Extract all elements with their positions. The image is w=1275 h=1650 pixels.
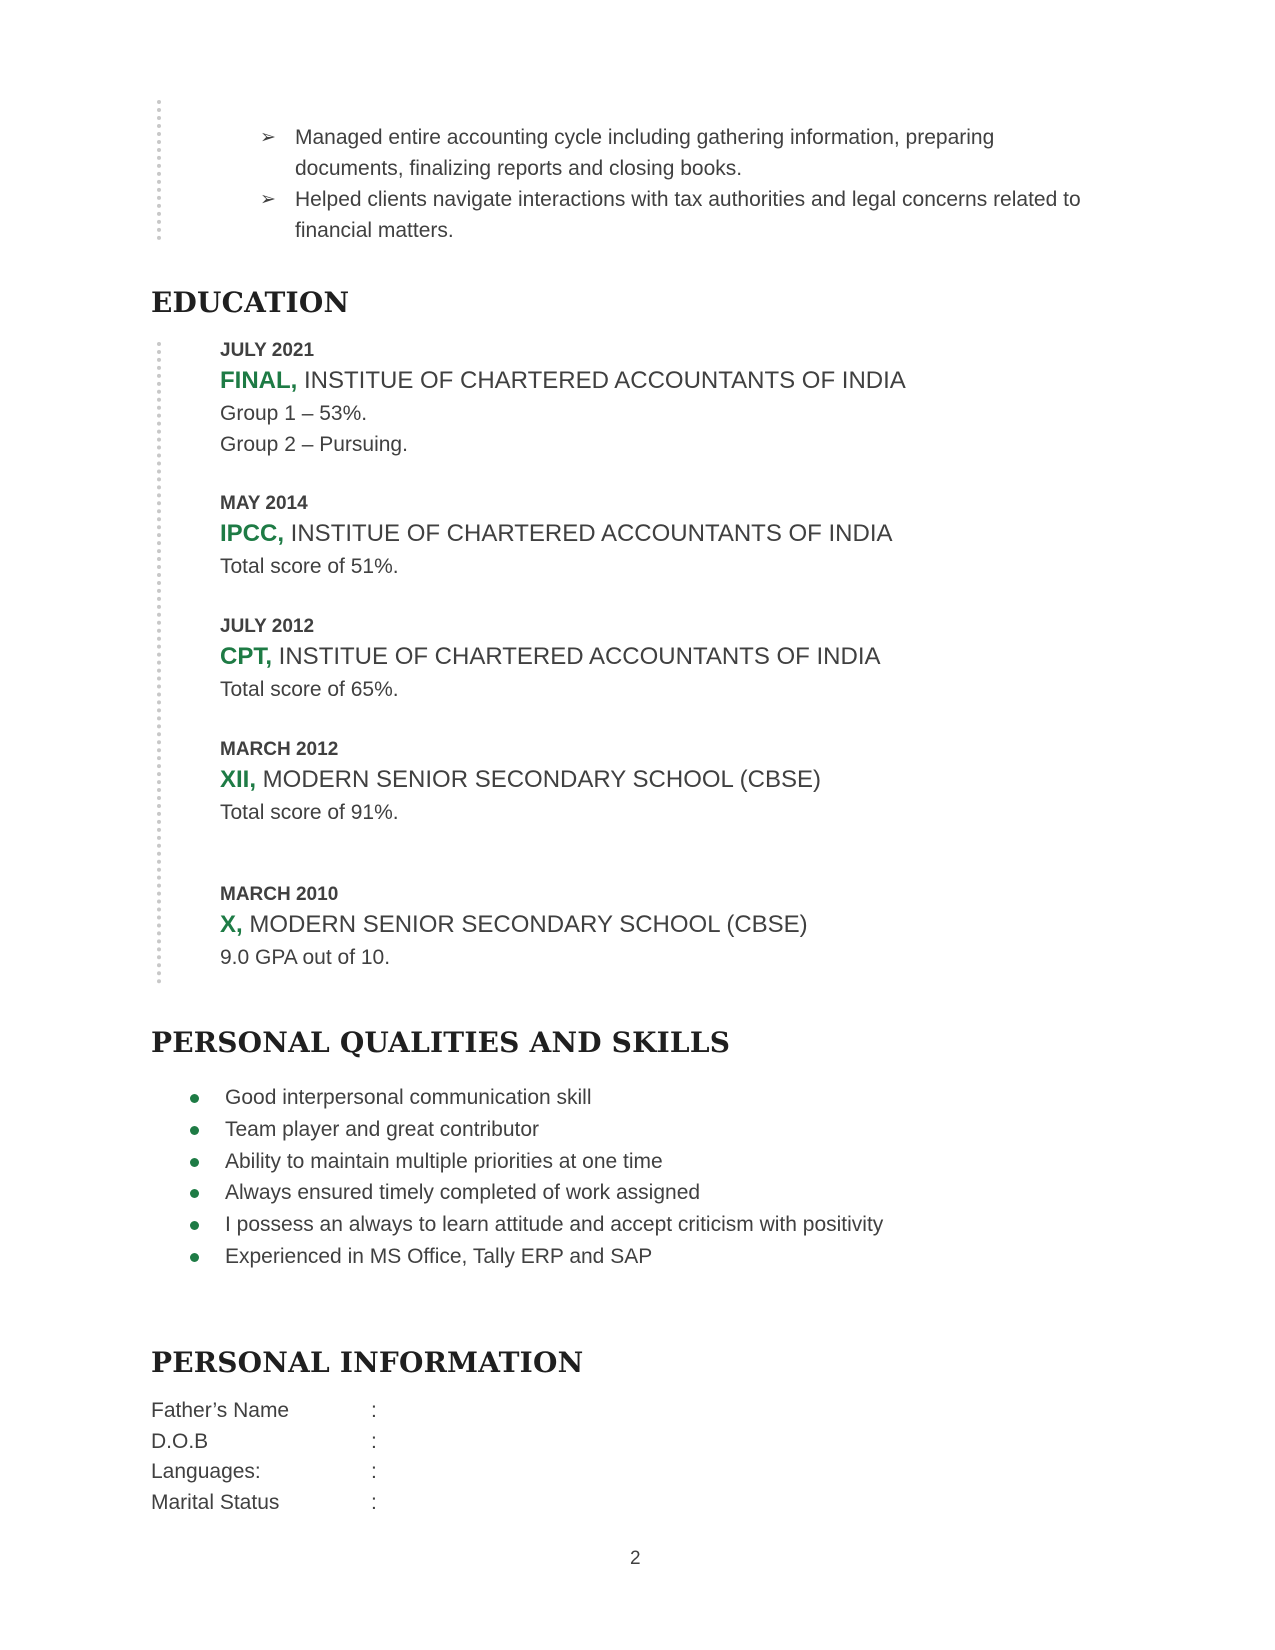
- education-detail: Total score of 51%.: [220, 555, 399, 578]
- education-date: JULY 2012: [220, 616, 315, 637]
- education-institution: INSTITUE OF CHARTERED ACCOUNTANTS OF INDIA: [272, 643, 881, 670]
- skill-item: Ability to maintain multiple priorities at one time: [190, 1146, 883, 1178]
- education-date: MAY 2014: [220, 493, 308, 514]
- education-entry: [220, 614, 1120, 705]
- personal-info-row: [151, 1488, 391, 1519]
- personal-info-row: [151, 1396, 391, 1427]
- education-title: [220, 763, 1120, 797]
- info-separator: :: [371, 1491, 377, 1515]
- education-title: [220, 517, 1120, 551]
- skill-item: Team player and great contributor: [190, 1114, 883, 1146]
- info-label: Marital Status: [151, 1491, 280, 1515]
- education-entry: [220, 491, 1120, 582]
- personal-info-table: [151, 1396, 391, 1519]
- education-date: JULY 2021: [220, 340, 315, 361]
- experience-bullet-list: [260, 122, 1100, 246]
- bullet-dot-icon: [190, 1158, 199, 1167]
- arrow-bullet-icon: ➢: [260, 188, 276, 210]
- info-label: Father’s Name: [151, 1399, 290, 1422]
- education-institution: MODERN SENIOR SECONDARY SCHOOL (CBSE): [242, 911, 808, 938]
- skills-heading: PERSONAL QUALITIES AND SKILLS: [151, 1026, 731, 1059]
- experience-bullet: ➢ Helped clients navigate interactions with tax authorities and legal concerns related to financial matters.: [260, 184, 1100, 246]
- info-separator: :: [371, 1460, 377, 1484]
- info-label: D.O.B: [151, 1429, 209, 1453]
- bullet-dot-icon: [190, 1189, 199, 1198]
- education-dotted-rule: [157, 342, 161, 984]
- skill-item: I possess an always to learn attitude and accept criticism with positivity: [190, 1209, 883, 1241]
- bullet-dot-icon: [190, 1126, 199, 1135]
- education-detail: Total score of 65%.: [220, 678, 399, 701]
- education-heading: EDUCATION: [151, 286, 350, 319]
- education-date: MARCH 2010: [220, 884, 339, 905]
- info-label: Languages:: [151, 1460, 261, 1484]
- education-entry: [220, 338, 1120, 460]
- education-title: [220, 908, 1120, 942]
- education-detail: Group 1 – 53%.: [220, 402, 368, 425]
- info-separator: :: [371, 1429, 377, 1453]
- education-detail: Total score of 91%.: [220, 801, 399, 824]
- experience-dotted-rule: [157, 100, 161, 240]
- info-separator: :: [371, 1399, 377, 1422]
- education-degree: CPT,: [220, 643, 273, 670]
- education-title: [220, 364, 1120, 398]
- education-institution: INSTITUE OF CHARTERED ACCOUNTANTS OF INDIA: [284, 520, 893, 547]
- education-degree: X,: [220, 911, 243, 938]
- skill-item: Experienced in MS Office, Tally ERP and SAP: [190, 1241, 883, 1273]
- education-entry: [220, 737, 1120, 828]
- bullet-dot-icon: [190, 1094, 199, 1103]
- bullet-dot-icon: [190, 1253, 199, 1262]
- skills-list: [190, 1082, 883, 1273]
- education-detail: Group 2 – Pursuing.: [220, 433, 408, 456]
- arrow-bullet-icon: ➢: [260, 126, 276, 148]
- education-degree: IPCC,: [220, 520, 285, 547]
- skill-item: Good interpersonal communication skill: [190, 1082, 883, 1114]
- skill-item: Always ensured timely completed of work assigned: [190, 1177, 883, 1209]
- education-date: MARCH 2012: [220, 739, 339, 760]
- education-institution: MODERN SENIOR SECONDARY SCHOOL (CBSE): [256, 766, 821, 793]
- personal-info-heading: PERSONAL INFORMATION: [151, 1346, 584, 1379]
- education-entry: [220, 882, 1120, 973]
- personal-info-row: [151, 1427, 391, 1458]
- education-title: [220, 640, 1120, 674]
- bullet-dot-icon: [190, 1221, 199, 1230]
- education-degree: FINAL,: [220, 367, 298, 394]
- education-institution: INSTITUE OF CHARTERED ACCOUNTANTS OF INDIA: [297, 367, 906, 394]
- education-detail: 9.0 GPA out of 10.: [220, 946, 391, 969]
- experience-bullet: ➢ Managed entire accounting cycle including gathering information, preparing documents, finalizing reports and closing books.: [260, 122, 1100, 184]
- page-number: 2: [630, 1548, 641, 1569]
- education-degree: XII,: [220, 766, 257, 793]
- personal-info-row: [151, 1457, 391, 1488]
